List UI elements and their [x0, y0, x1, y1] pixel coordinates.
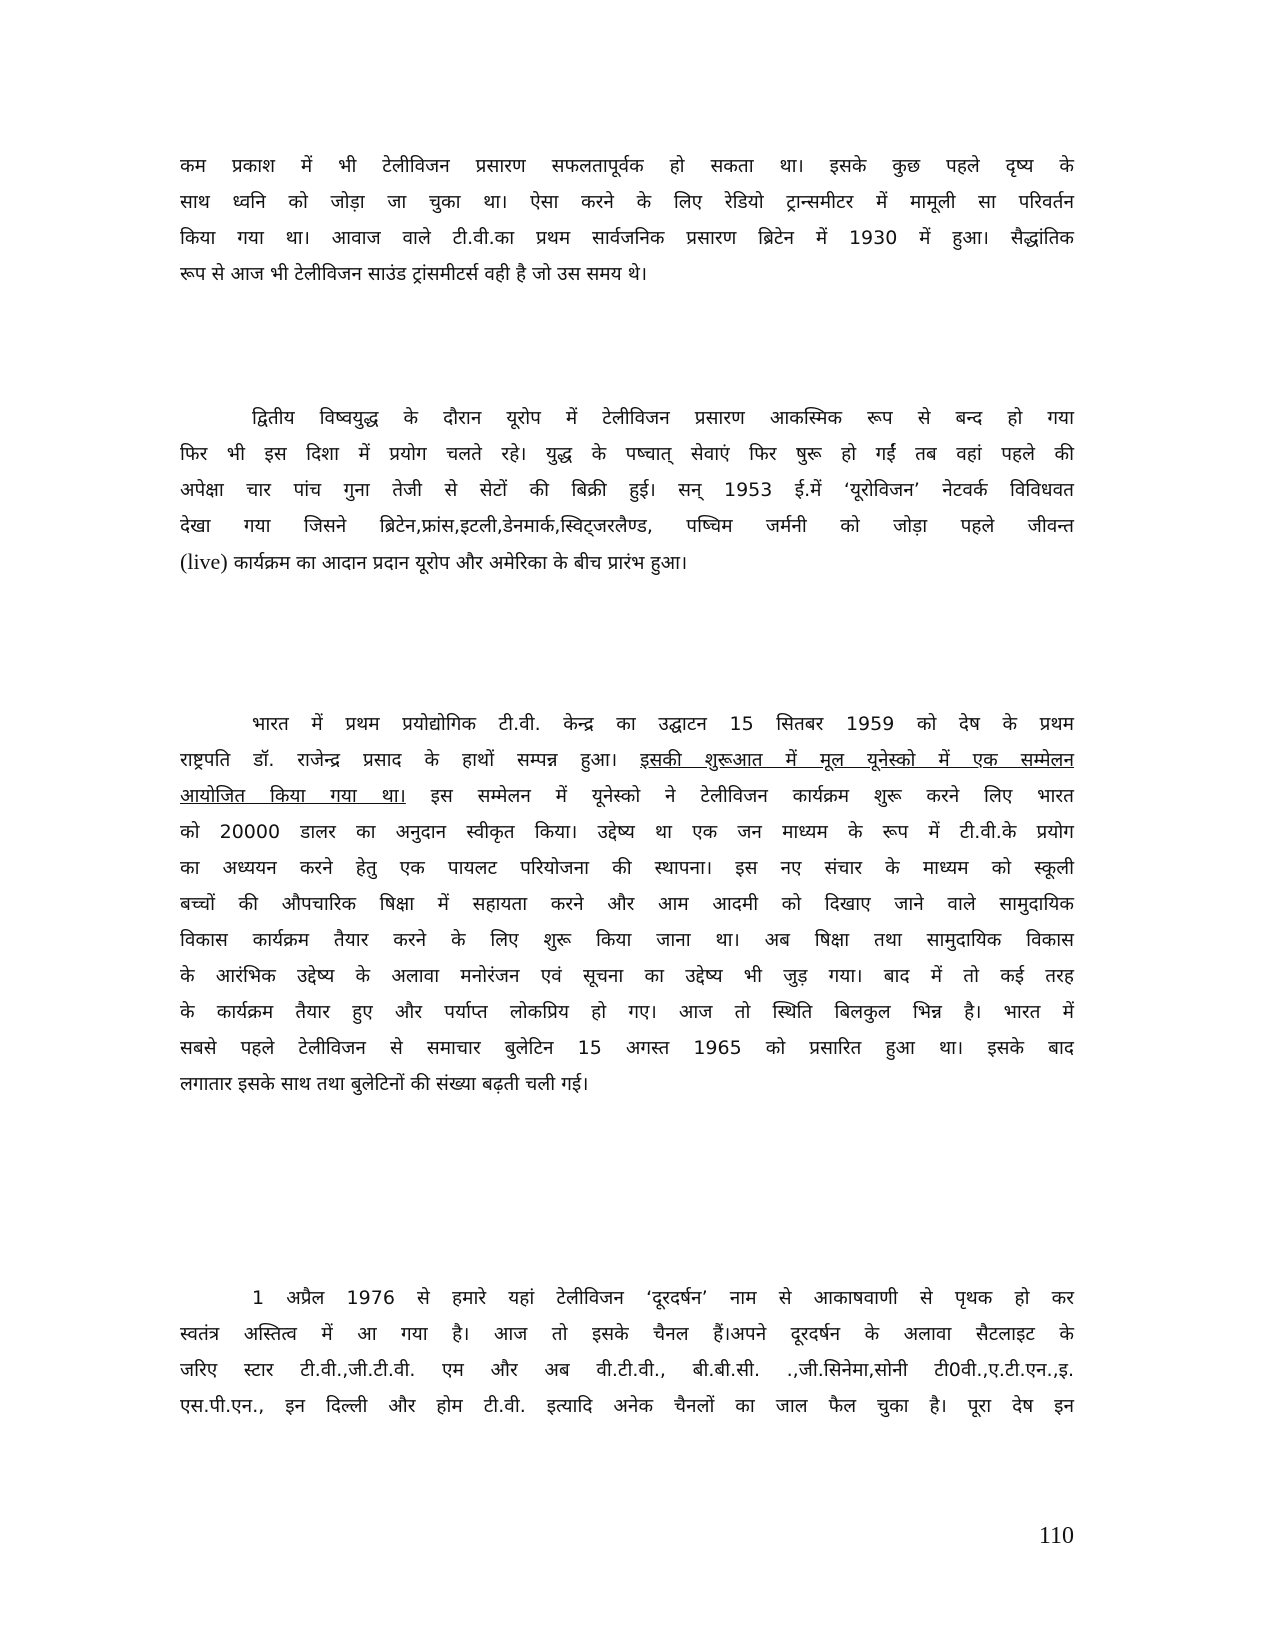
paragraph-line: को 20000 डालर का अनुदान स्वीकृत किया। उद्देष्य था एक जन माध्यम के रूप में टी.वी.के प्रयोग: [180, 821, 1074, 843]
paragraph-line: फिर भी इस दिशा में प्रयोग चलते रहे। युद्ध के पष्चात् सेवाएं फिर षुरू हो गईं तब वहां पहले की: [180, 443, 1074, 465]
page-number: 110: [1038, 1523, 1074, 1549]
paragraph-line-text: राष्ट्रपति डॉ. राजेन्द्र प्रसाद के हाथों सम्पन्न हुआ।: [180, 749, 618, 771]
paragraph-line-mixed: [180, 742, 1074, 778]
paragraph-line: 1 अप्रैल 1976 से हमारे यहां टेलीविजन ‘दूरदर्षन’ नाम से आकाषवाणी से पृथक हो कर: [252, 1287, 1074, 1309]
paragraph-line-mixed: [180, 778, 1074, 814]
paragraph-line-text: इस सम्मेलन में यूनेस्को ने टेलीविजन कार्यक्रम शुरू करने लिए भारत: [430, 785, 1074, 807]
paragraph-line: बच्चों की औपचारिक षिक्षा में सहायता करने और आम आदमी को दिखाए जाने वाले सामुदायिक: [180, 893, 1074, 915]
paragraph-line-with-latin: [180, 544, 1074, 581]
paragraph-3: [180, 706, 1074, 1102]
paragraph-line: साथ ध्वनि को जोड़ा जा चुका था। ऐसा करने के लिए रेडियो ट्रान्समीटर में मामूली सा परिवर्तन: [180, 191, 1074, 213]
paragraph-line: स्वतंत्र अस्तित्व में आ गया है। आज तो इसके चैनल हैं।अपने दूरदर्षन के अलावा सैटलाइट के: [180, 1323, 1074, 1345]
paragraph-line: देखा गया जिसने ब्रिटेन,फ्रांस,इटली,डेनमार्क,स्विट्जरलैण्ड, पष्चिम जर्मनी को जोड़ा पहले जीवन्त: [180, 515, 1074, 537]
paragraph-line: कम प्रकाश में भी टेलीविजन प्रसारण सफलतापूर्वक हो सकता था। इसके कुछ पहले दृष्य के: [180, 155, 1074, 177]
paragraph-line-text: कार्यक्रम का आदान प्रदान यूरोप और अमेरिका के बीच प्रारंभ हुआ।: [233, 552, 688, 574]
underlined-text: इसकी शुरूआत में मूल यूनेस्को में एक सम्मेलन: [640, 749, 1074, 771]
paragraph-line: जरिए स्टार टी.वी.,जी.टी.वी. एम और अब वी.टी.वी., बी.बी.सी. .,जी.सिनेमा,सोनी टी0वी.,ए.टी.एन.,इ.: [180, 1359, 1074, 1381]
paragraph-line: विकास कार्यक्रम तैयार करने के लिए शुरू किया जाना था। अब षिक्षा तथा सामुदायिक विकास: [180, 929, 1074, 951]
paragraph-line: के कार्यक्रम तैयार हुए और पर्याप्त लोकप्रिय हो गए। आज तो स्थिति बिलकुल भिन्न है। भारत में: [180, 1001, 1074, 1023]
latin-term: (live): [180, 549, 228, 574]
paragraph-line: द्वितीय विष्वयुद्ध के दौरान यूरोप में टेलीविजन प्रसारण आकस्मिक रूप से बन्द हो गया: [252, 407, 1074, 429]
paragraph-line: भारत में प्रथम प्रयोद्योगिक टी.वी. केन्द्र का उद्घाटन 15 सितबर 1959 को देष के प्रथम: [252, 713, 1074, 735]
paragraph-line: एस.पी.एन., इन दिल्ली और होम टी.वी. इत्यादि अनेक चैनलों का जाल फैल चुका है। पूरा देष इन: [180, 1395, 1074, 1417]
underlined-text: आयोजित किया गया था।: [180, 785, 406, 807]
paragraph-line: अपेक्षा चार पांच गुना तेजी से सेटों की बिक्री हुई। सन् 1953 ई.में ‘यूरोविजन’ नेटवर्क विविधवत: [180, 479, 1074, 501]
paragraph-4: [180, 1280, 1074, 1424]
paragraph-line: का अध्ययन करने हेतु एक पायलट परियोजना की स्थापना। इस नए संचार के माध्यम को स्कूली: [180, 857, 1074, 879]
paragraph-line: के आरंभिक उद्देष्य के अलावा मनोरंजन एवं सूचना का उद्देष्य भी जुड़ गया। बाद में तो कई तरह: [180, 965, 1074, 987]
paragraph-2: [180, 400, 1074, 581]
paragraph-line: किया गया था। आवाज वाले टी.वी.का प्रथम सार्वजनिक प्रसारण ब्रिटेन में 1930 में हुआ। सैद्धांतिक: [180, 227, 1074, 249]
paragraph-1: [180, 148, 1074, 292]
paragraph-line: सबसे पहले टेलीविजन से समाचार बुलेटिन 15 अगस्त 1965 को प्रसारित हुआ था। इसके बाद: [180, 1037, 1074, 1059]
paragraph-line: लगातार इसके साथ तथा बुलेटिनों की संख्या बढ़ती चली गई।: [180, 1073, 589, 1095]
paragraph-line: रूप से आज भी टेलीविजन साउंड ट्रांसमीटर्स वही है जो उस समय थे।: [180, 263, 648, 285]
